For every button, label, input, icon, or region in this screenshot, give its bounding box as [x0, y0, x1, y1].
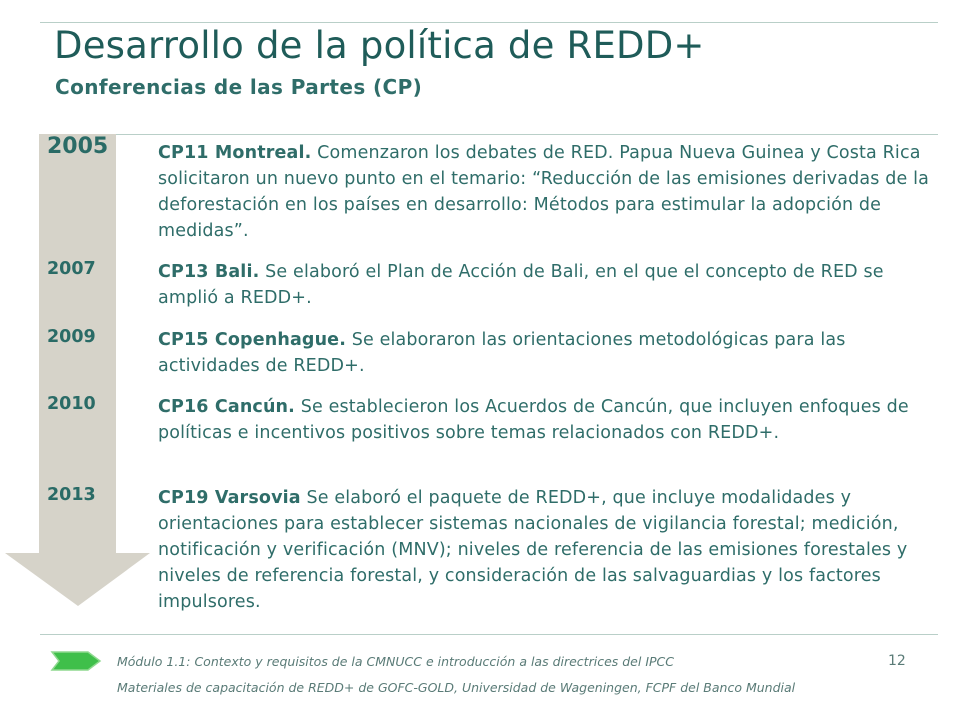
timeline-year: 2005 [47, 134, 109, 159]
timeline-year: 2010 [47, 394, 96, 414]
page-subtitle: Conferencias de las Partes (CP) [55, 75, 423, 99]
cop-text: Se elaboró el paquete de REDD+, que incluye modalidades y orientaciones para establecer sistemas nacionales de vigilancia forestal; medición, notificación y verificación (MNV); niveles de referencia de las emisiones forestales y niveles de referencia forestal, y consideración de las salvaguardias y los factores impulsores. [158, 488, 908, 612]
footer-credits: Materiales de capacitación de REDD+ de GOFC-GOLD, Universidad de Wageningen, FCPF del Banco Mundial [117, 680, 796, 695]
timeline-year: 2007 [47, 259, 96, 279]
cop-name: CP16 Cancún. [158, 397, 295, 417]
timeline-description [158, 485, 938, 615]
cop-text: Se establecieron los Acuerdos de Cancún, que incluyen enfoques de políticas e incentivos positivos sobre temas relacionados con REDD+. [158, 397, 909, 443]
cop-text: Se elaboró el Plan de Acción de Bali, en el que el concepto de RED se amplió a REDD+. [158, 262, 884, 308]
cop-text: Comenzaron los debates de RED. Papua Nueva Guinea y Costa Rica solicitaron un nuevo punto en el temario: “Reducción de las emisiones derivadas de la deforestación en los países en desarrollo: Métodos para estimular la adopción de medidas”. [158, 143, 930, 241]
page-title: Desarrollo de la política de REDD+ [54, 24, 705, 67]
timeline-description [158, 394, 938, 446]
footer-rule [40, 634, 938, 635]
cop-name: CP19 Varsovia [158, 488, 301, 508]
header-rule [115, 134, 938, 135]
timeline-description [158, 327, 938, 379]
timeline-year: 2013 [47, 485, 96, 505]
cop-name: CP15 Copenhague. [158, 330, 347, 350]
footer-module: Módulo 1.1: Contexto y requisitos de la CMNUCC e introducción a las directrices del IPCC [117, 654, 674, 669]
timeline-description [158, 140, 938, 244]
timeline-arrow [0, 0, 180, 620]
cop-name: CP11 Montreal. [158, 143, 312, 163]
cop-text: Se elaboraron las orientaciones metodológicas para las actividades de REDD+. [158, 330, 846, 376]
arrow-tag-icon [50, 649, 102, 673]
timeline-year: 2009 [47, 327, 96, 347]
cop-name: CP13 Bali. [158, 262, 260, 282]
timeline-description [158, 259, 938, 311]
page-number: 12 [888, 653, 906, 669]
